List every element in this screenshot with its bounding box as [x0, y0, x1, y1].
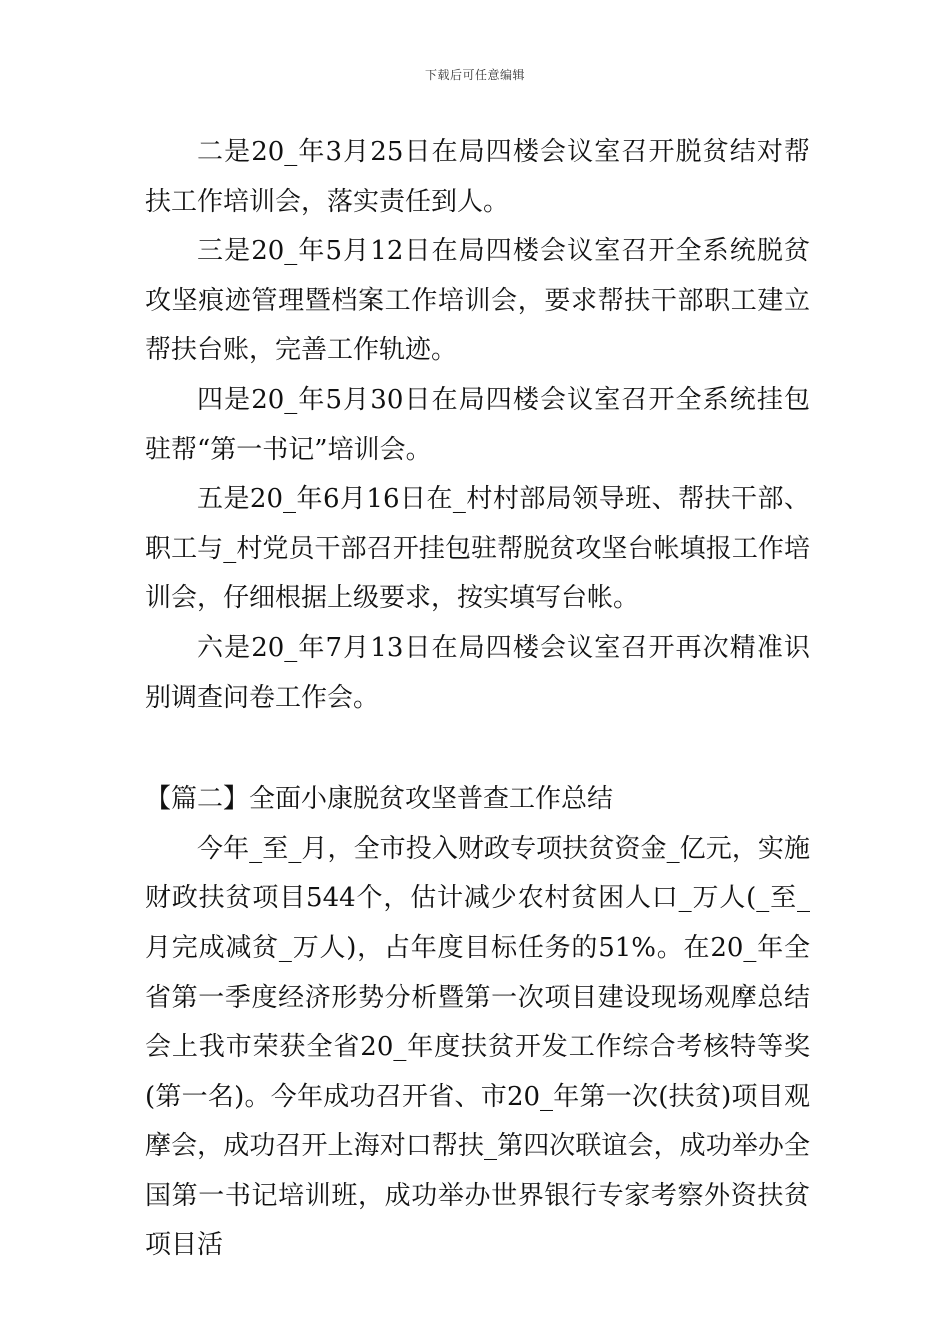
paragraph-item-6: 六是20_年7月13日在局四楼会议室召开再次精准识别调查问卷工作会。 — [145, 632, 810, 713]
paragraph-item-3: 三是20_年5月12日在局四楼会议室召开全系统脱贫攻坚痕迹管理暨档案工作培训会，要求帮扶干部职工建立帮扶台账，完善工作轨迹。 — [145, 236, 810, 366]
document-body — [145, 128, 810, 1271]
paragraph-item-2: 二是20_年3月25日在局四楼会议室召开脱贫结对帮扶工作培训会，落实责任到人。 — [145, 137, 810, 217]
paragraph-summary: 今年_至_月，全市投入财政专项扶贫资金_亿元，实施财政扶贫项目544个，估计减少农村贫困人口_万人(_至_月完成减贫_万人)，占年度目标任务的51%。在20_年全省第一季度经济形势分析暨第一次项目建设现场观摩总结会上我市荣获全省20_年度扶贫开发工作综合考核特等奖(第一名)。今年成功召开省、市20_年第一次(扶贫)项目观摩会，成功召开上海对口帮扶_第四次联谊会，成功举办全国第一书记培训班，成功举办世界银行专家考察外资扶贫项目活 — [145, 833, 810, 1261]
paragraph-item-4: 四是20_年5月30日在局四楼会议室召开全系统挂包驻帮“第一书记”培训会。 — [145, 384, 810, 465]
page-header-note: 下载后可任意编辑 — [424, 68, 525, 82]
paragraph-item-5: 五是20_年6月16日在_村村部局领导班、帮扶干部、职工与_村党员干部召开挂包驻帮脱贫攻坚台帐填报工作培训会，仔细根据上级要求，按实填写台帐。 — [145, 484, 810, 614]
section-heading: 【篇二】全面小康脱贫攻坚普查工作总结 — [145, 784, 614, 815]
